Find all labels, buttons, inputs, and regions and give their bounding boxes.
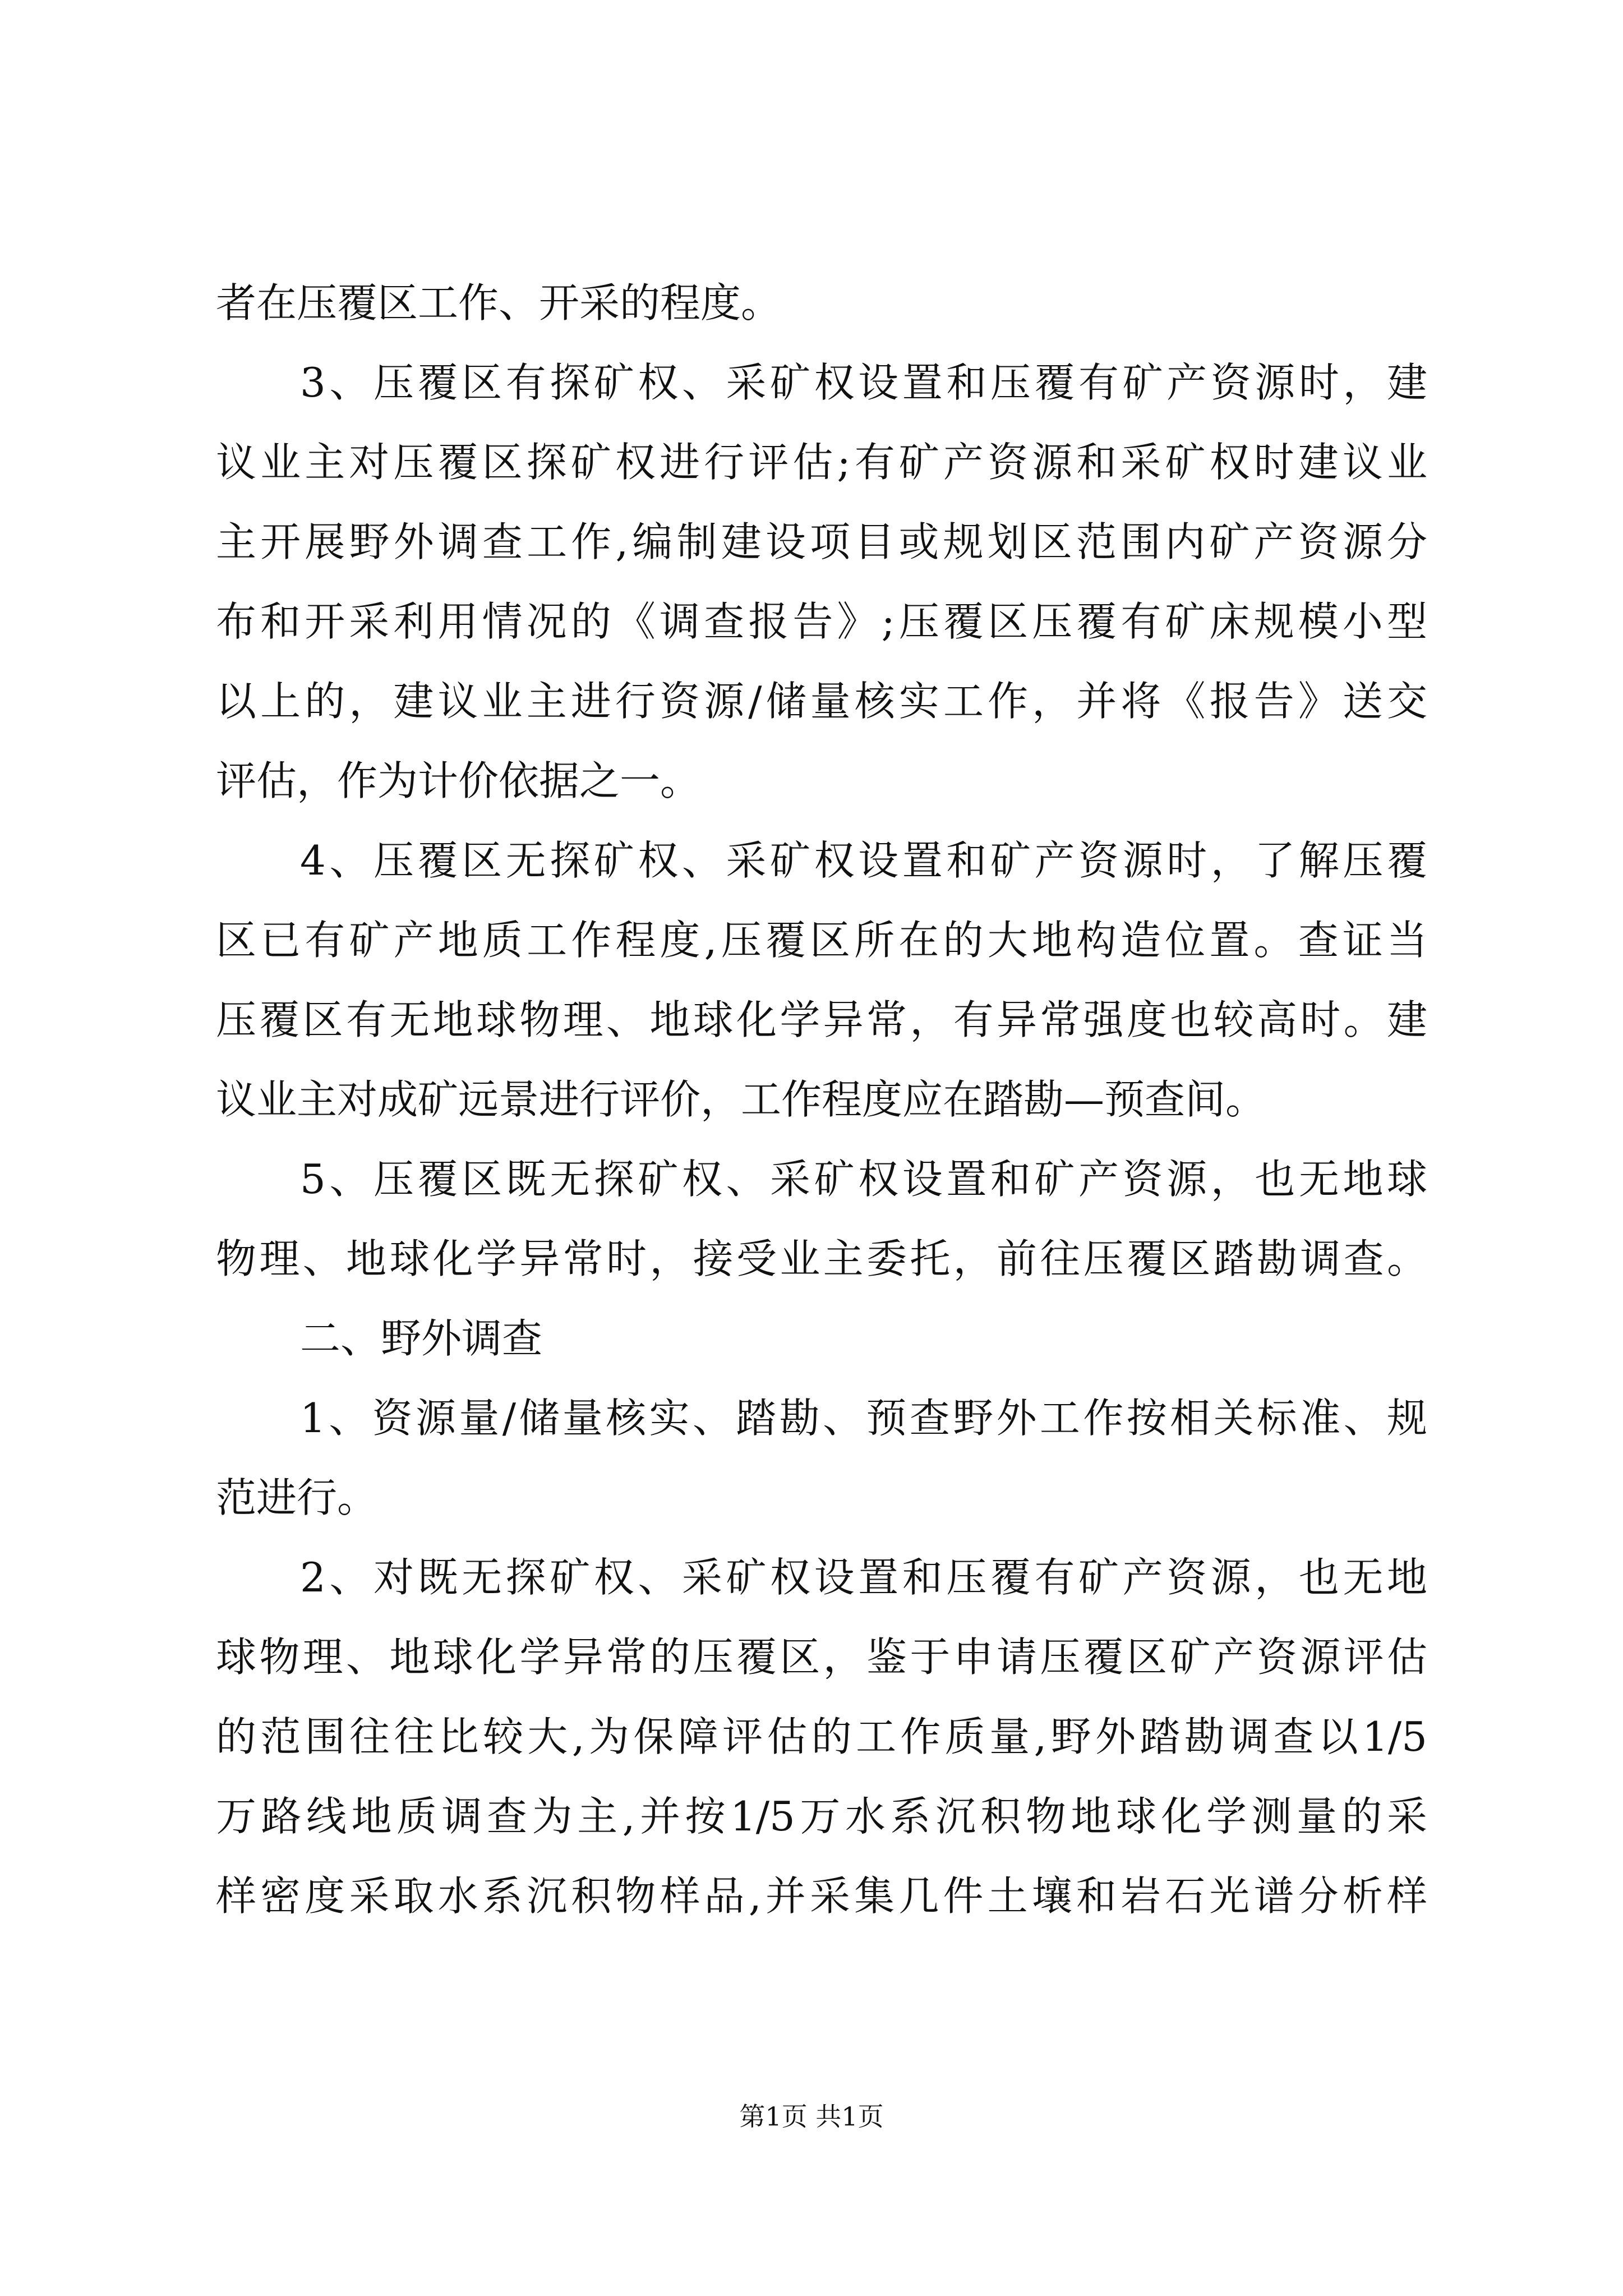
text-line: 议业主对压覆区探矿权进行评估;有矿产资源和采矿权时建议业 (216, 439, 1427, 486)
text-line: 者在压覆区工作、开采的程度。 (216, 279, 782, 326)
text-line: 5、压覆区既无探矿权、采矿权设置和矿产资源，也无地球 (300, 1156, 1427, 1203)
text-line: 主开展野外调查工作,编制建设项目或规划区范围内矿产资源分 (216, 518, 1427, 565)
text-line: 4、压覆区无探矿权、采矿权设置和矿产资源时，了解压覆 (300, 837, 1427, 884)
page-number-footer: 第1页 共1页 (739, 2101, 884, 2132)
text-line: 物理、地球化学异常时，接受业主委托，前往压覆区踏勘调查。 (216, 1235, 1427, 1282)
text-line: 区已有矿产地质工作程度,压覆区所在的大地构造位置。查证当 (216, 917, 1427, 964)
text-line: 球物理、地球化学异常的压覆区，鉴于申请压覆区矿产资源评估 (216, 1634, 1427, 1681)
text-line: 评估，作为计价依据之一。 (216, 757, 701, 804)
text-line: 1、资源量/储量核实、踏勘、预查野外工作按相关标准、规 (300, 1395, 1427, 1442)
text-line: 压覆区有无地球物理、地球化学异常，有异常强度也较高时。建 (216, 996, 1427, 1043)
text-line: 的范围往往比较大,为保障评估的工作质量,野外踏勘调查以1/5 (216, 1713, 1427, 1760)
text-line: 3、压覆区有探矿权、采矿权设置和压覆有矿产资源时，建 (300, 359, 1427, 406)
text-line: 万路线地质调查为主,并按1/5万水系沉积物地球化学测量的采 (216, 1793, 1427, 1840)
text-line: 样密度采取水系沉积物样品,并采集几件土壤和岩石光谱分析样 (216, 1872, 1427, 1920)
text-line: 布和开采利用情况的《调查报告》;压覆区压覆有矿床规模小型 (216, 598, 1427, 645)
section-heading: 二、野外调查 (300, 1315, 543, 1362)
text-line: 以上的，建议业主进行资源/储量核实工作，并将《报告》送交 (216, 678, 1427, 725)
text-line: 议业主对成矿远景进行评价，工作程度应在踏勘—预查间。 (216, 1076, 1266, 1123)
text-line: 2、对既无探矿权、采矿权设置和压覆有矿产资源，也无地 (300, 1554, 1427, 1601)
text-line: 范进行。 (216, 1474, 378, 1521)
